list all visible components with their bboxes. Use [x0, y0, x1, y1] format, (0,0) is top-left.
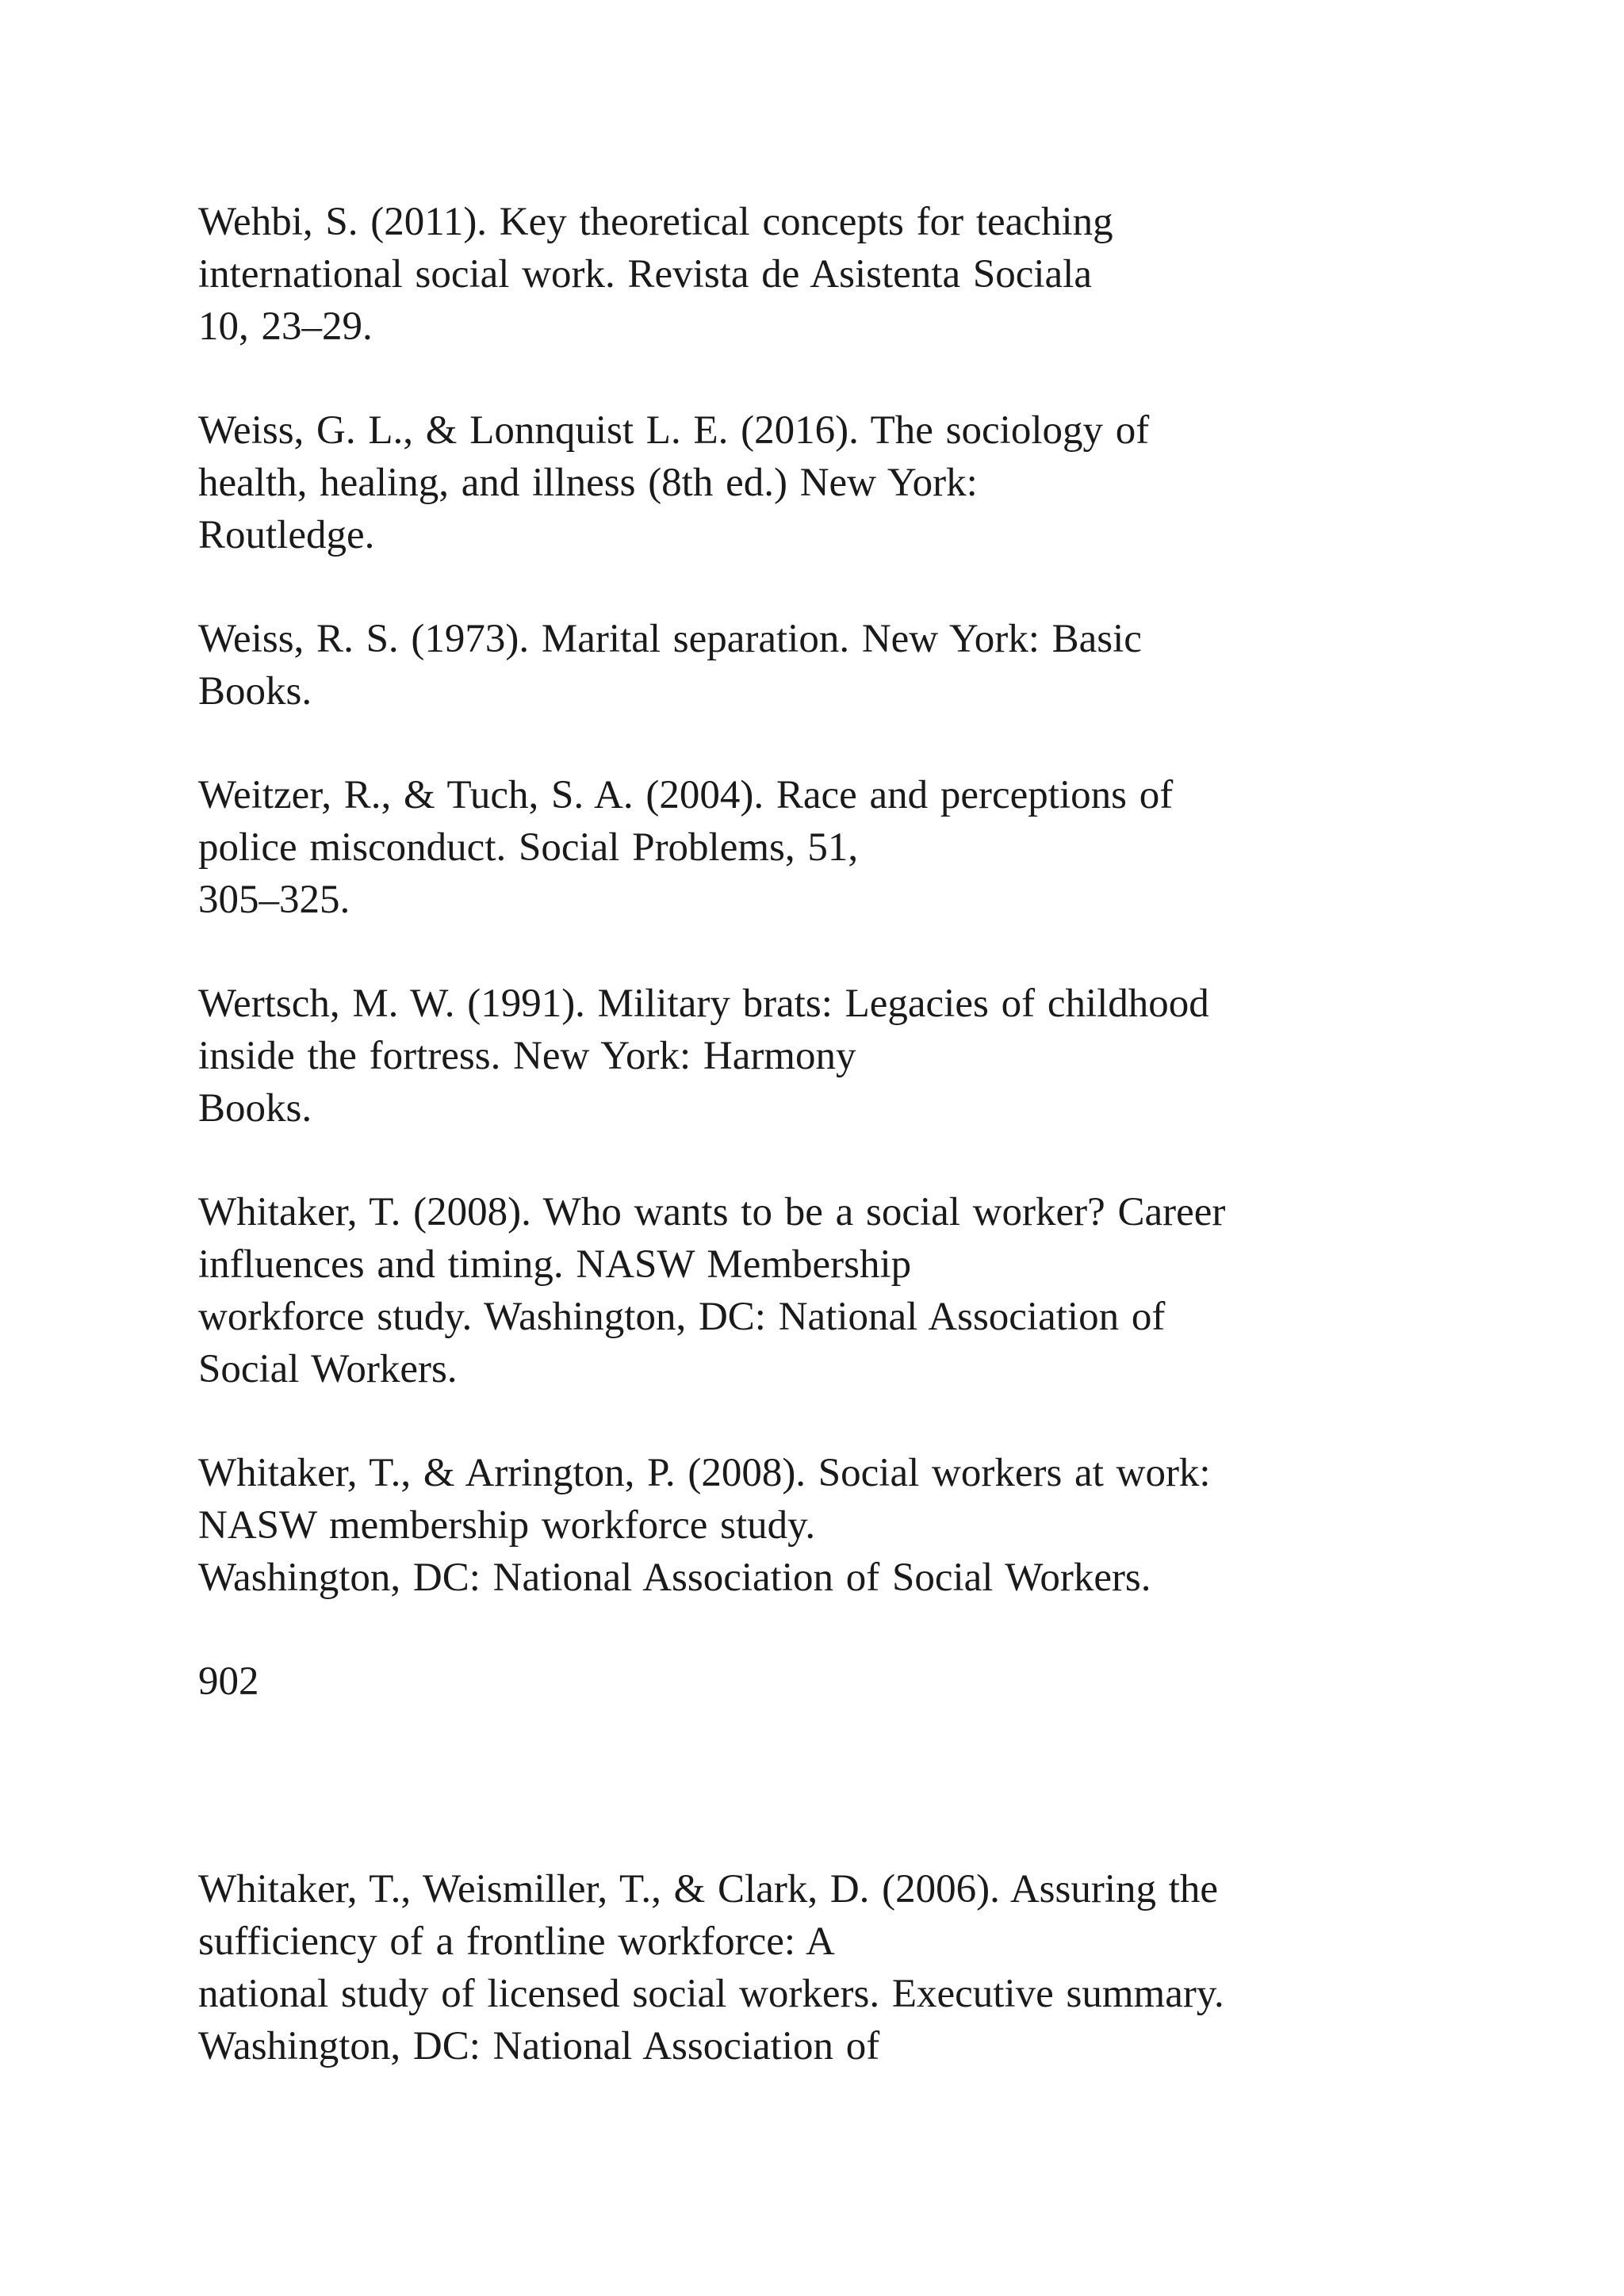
reference-line: Routledge. — [198, 513, 375, 557]
reference-line: inside the fortress. New York: Harmony — [198, 1034, 856, 1078]
reference-line: Books. — [198, 669, 312, 714]
reference-line: sufficiency of a frontline workforce: A — [198, 1919, 835, 1964]
reference-line: Weiss, R. S. (1973). Marital separation. New York: Basic — [198, 617, 1142, 661]
reference-line: Whitaker, T. (2008). Who wants to be a social worker? Career — [198, 1190, 1226, 1234]
reference-line: national study of licensed social workers. Executive summary. — [198, 1972, 1224, 2016]
reference-line: Wertsch, M. W. (1991). Military brats: Legacies of childhood — [198, 982, 1209, 1026]
reference-line: influences and timing. NASW Membership — [198, 1242, 912, 1287]
reference-line: Washington, DC: National Association of — [198, 2024, 880, 2068]
reference-line: 305–325. — [198, 878, 350, 922]
reference-line: Wehbi, S. (2011). Key theoretical concepts for teaching — [198, 200, 1113, 244]
reference-line: workforce study. Washington, DC: National Association of — [198, 1295, 1166, 1339]
reference-line: Whitaker, T., & Arrington, P. (2008). Social workers at work: — [198, 1451, 1211, 1495]
reference-line: Whitaker, T., Weismiller, T., & Clark, D. (2006). Assuring the — [198, 1867, 1219, 1911]
reference-line: Books. — [198, 1086, 312, 1131]
reference-line: Social Workers. — [198, 1347, 458, 1391]
reference-line: health, healing, and illness (8th ed.) New York: — [198, 461, 978, 505]
reference-line: Washington, DC: National Association of Social Workers. — [198, 1556, 1151, 1600]
reference-line: 10, 23–29. — [198, 304, 373, 349]
reference-line: Weitzer, R., & Tuch, S. A. (2004). Race and perceptions of — [198, 773, 1174, 817]
page-number: 902 — [198, 1659, 259, 1704]
reference-line: Weiss, G. L., & Lonnquist L. E. (2016). The sociology of — [198, 408, 1150, 453]
reference-line: police misconduct. Social Problems, 51, — [198, 825, 859, 870]
reference-line: international social work. Revista de Asistenta Sociala — [198, 252, 1092, 297]
reference-line: NASW membership workforce study. — [198, 1503, 816, 1548]
